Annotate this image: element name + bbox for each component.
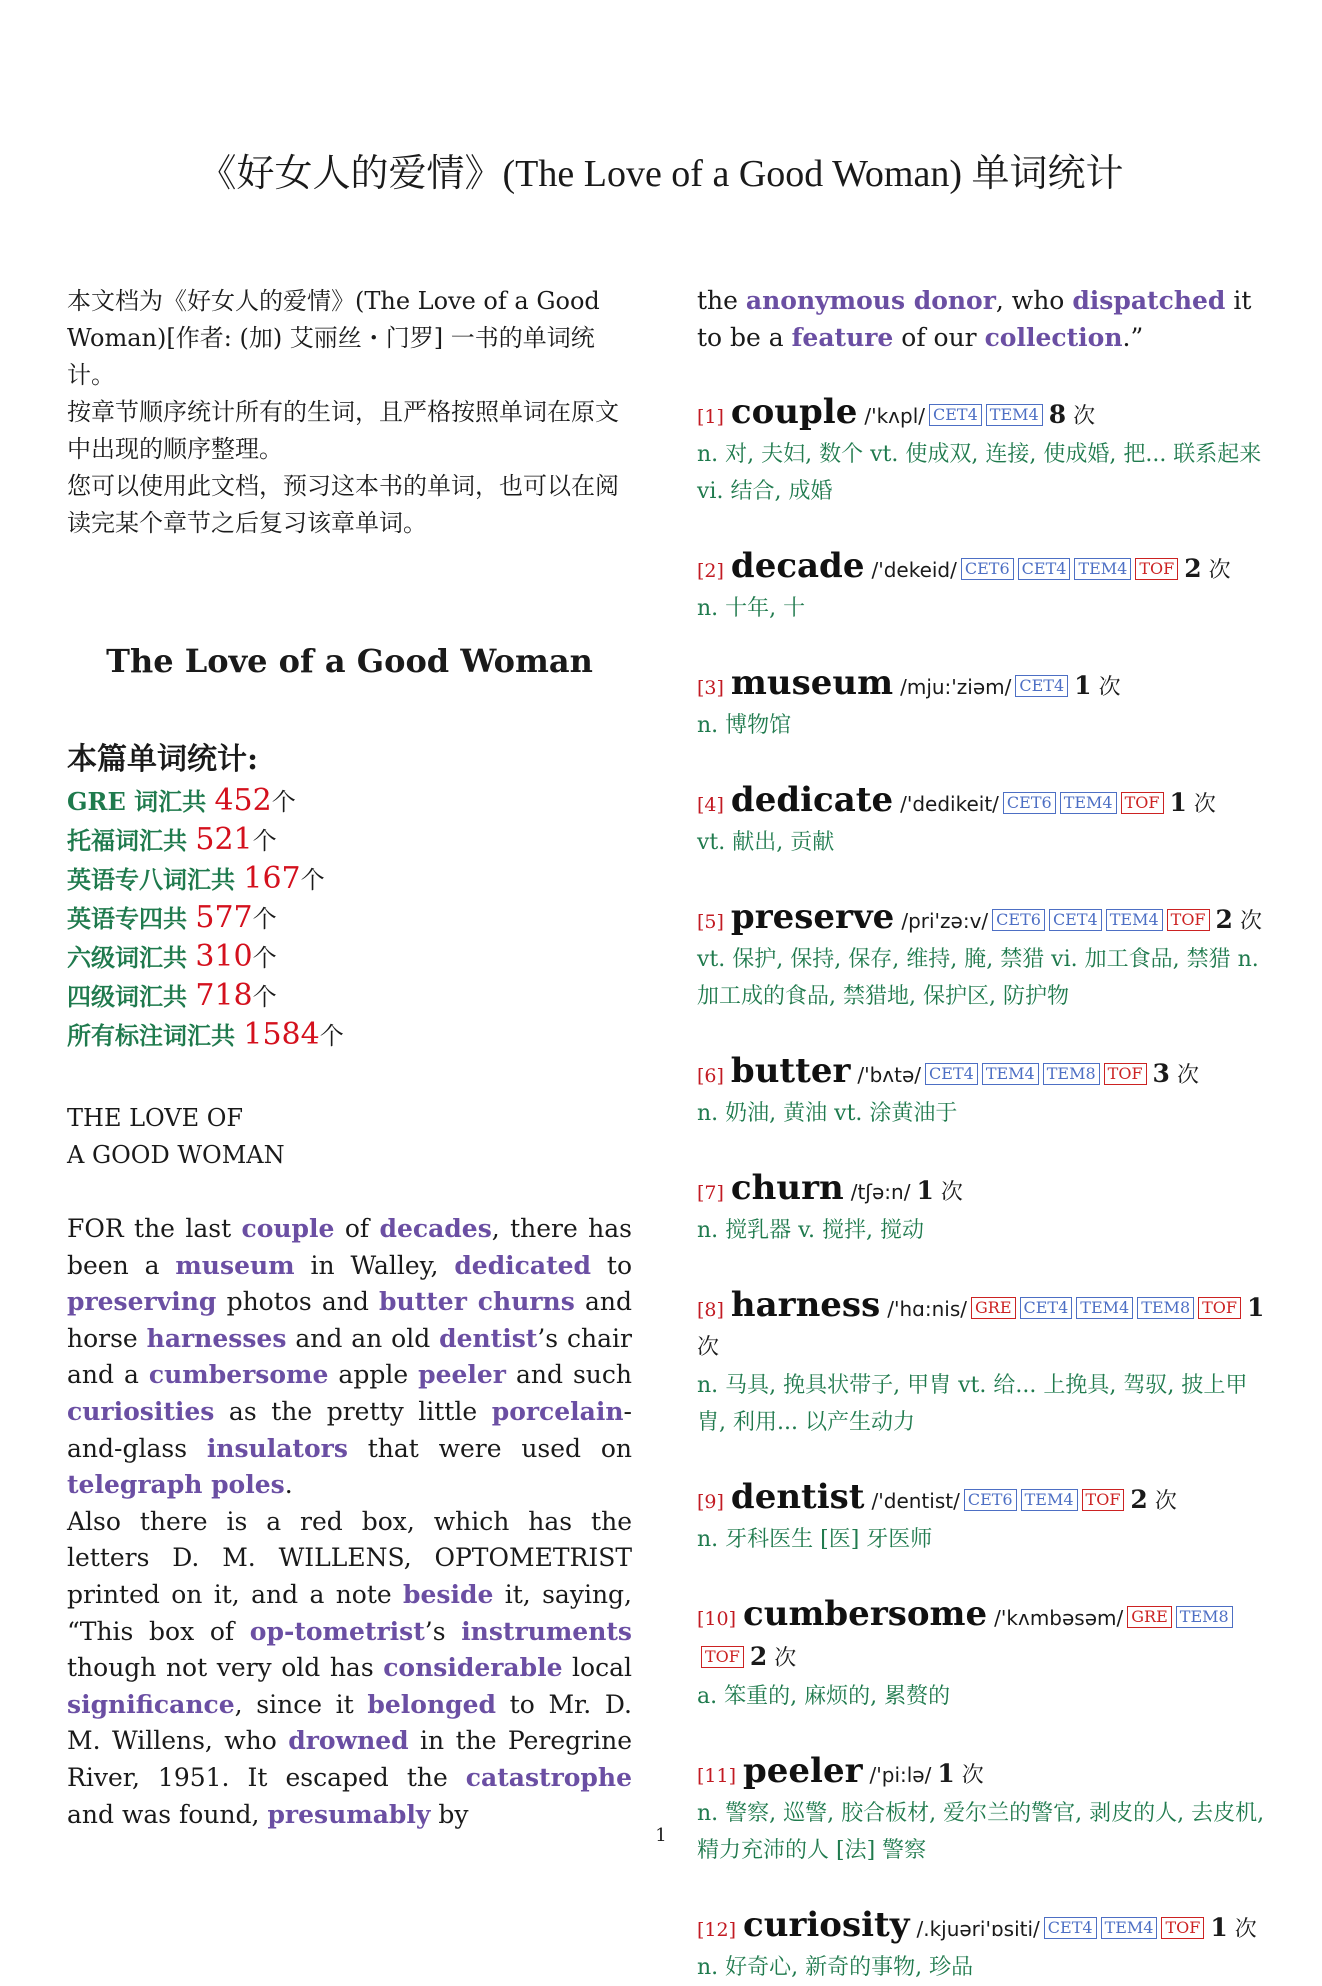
vocab-entry xyxy=(697,1595,1267,1715)
tag-badge: TOF xyxy=(701,1646,744,1668)
vocab-highlight[interactable]: feature xyxy=(791,322,894,352)
stat-count: 521 xyxy=(195,822,253,857)
tag-badge: TOF xyxy=(1161,1917,1204,1939)
frequency-count: 3 xyxy=(1152,1059,1170,1089)
vocab-highlight[interactable]: dedicated xyxy=(454,1250,592,1280)
entry-phonetic: /pri'zə:v/ xyxy=(901,909,989,934)
stat-line xyxy=(67,821,632,860)
stat-count: 452 xyxy=(214,783,272,818)
tag-badge: TEM4 xyxy=(1106,909,1163,931)
stat-label: 所有标注词汇共 xyxy=(67,1021,244,1050)
vocab-highlight[interactable]: dispatched xyxy=(1072,286,1226,315)
entry-phonetic: /'hɑ:nis/ xyxy=(887,1297,967,1322)
entry-phonetic: /'dekeid/ xyxy=(871,558,957,583)
entry-index: [4] xyxy=(697,794,724,817)
tag-badge: TOF xyxy=(1104,1063,1147,1085)
story-text-run: , who xyxy=(995,286,1073,315)
entry-word: preserve xyxy=(730,897,895,938)
story-text-run: it to be a xyxy=(697,286,1252,352)
story-text-run: ’s xyxy=(424,1616,462,1646)
tag-badge: CET4 xyxy=(929,404,982,426)
entry-definition: n. 牙科医生 [医] 牙医师 xyxy=(697,1527,933,1553)
frequency-count: 2 xyxy=(1215,905,1233,935)
tag-badge: CET6 xyxy=(961,558,1014,580)
entry-word: curiosity xyxy=(743,1905,910,1946)
vocab-entry xyxy=(697,898,1267,1015)
tag-badge: CET4 xyxy=(1049,909,1102,931)
entry-phonetic: /'bʌtə/ xyxy=(857,1063,922,1088)
entry-definition: n. 警察, 巡警, 胶合板材, 爱尔兰的警官, 剥皮的人, 去皮机, 精力充沛的人 [法] 警察 xyxy=(697,1801,1265,1864)
story-continuation xyxy=(697,283,1267,356)
tag-badge: TEM8 xyxy=(1176,1606,1233,1628)
story-text-run: , there has been a xyxy=(67,1214,632,1280)
entry-word: peeler xyxy=(743,1751,863,1792)
right-column xyxy=(697,283,1267,1986)
tag-badge: TEM4 xyxy=(1101,1917,1158,1939)
entry-word: cumbersome xyxy=(743,1594,988,1635)
entry-definition: n. 博物馆 xyxy=(697,713,792,739)
vocab-highlight[interactable]: dentist xyxy=(439,1323,538,1353)
stat-label: 英语专八词汇共 xyxy=(67,865,244,894)
intro-paragraph: 本文档为《好女人的爱情》(The Love of a Good Woman)[作者: (加) 艾丽丝・门罗] 一书的单词统计。 xyxy=(67,287,600,389)
entry-definition: n. 马具, 挽具状带子, 甲胄 vt. 给... 上挽具, 驾驭, 披上甲胄, 利用... 以产生动力 xyxy=(697,1373,1248,1436)
frequency-unit: 次 xyxy=(1154,1489,1177,1515)
stat-count: 718 xyxy=(195,978,253,1013)
vocab-highlight[interactable]: decades xyxy=(379,1214,492,1243)
frequency-count: 1 xyxy=(1247,1293,1265,1323)
vocab-list xyxy=(697,393,1267,1986)
entry-frequency xyxy=(937,1759,984,1789)
story-text-run: by xyxy=(430,1799,469,1829)
stat-count: 1584 xyxy=(243,1017,320,1052)
story-text-run: the xyxy=(697,286,746,315)
vocab-highlight[interactable]: peeler xyxy=(418,1360,506,1390)
story-text-run: of xyxy=(334,1214,380,1243)
vocab-highlight[interactable]: harnesses xyxy=(146,1323,287,1353)
stat-unit: 个 xyxy=(319,1022,344,1050)
tag-badge: TOF xyxy=(1082,1489,1125,1511)
entry-index: [2] xyxy=(697,560,724,583)
frequency-count: 1 xyxy=(1169,788,1187,818)
stat-unit: 个 xyxy=(300,866,325,894)
entry-index: [7] xyxy=(697,1182,724,1205)
intro xyxy=(67,283,632,542)
vocab-highlight[interactable]: op-tometrist xyxy=(249,1616,425,1646)
entry-definition: a. 笨重的, 麻烦的, 累赘的 xyxy=(697,1684,951,1710)
entry-frequency xyxy=(1048,400,1096,430)
tag-badge: CET4 xyxy=(1018,558,1071,580)
stat-label: 四级词汇共 xyxy=(67,982,196,1011)
vocab-highlight[interactable]: museum xyxy=(175,1250,295,1280)
entry-index: [9] xyxy=(697,1491,724,1514)
stat-label: 英语专四共 xyxy=(67,904,196,933)
entry-phonetic: /'kʌmbəsəm/ xyxy=(994,1606,1124,1631)
story-text-run: photos and xyxy=(216,1287,380,1317)
stat-line xyxy=(67,782,632,821)
vocab-highlight[interactable]: beside xyxy=(403,1579,494,1609)
entry-frequency xyxy=(1184,554,1231,584)
tag-badge: TOF xyxy=(1167,909,1210,931)
entry-phonetic: /'kʌpl/ xyxy=(864,404,925,429)
vocab-highlight[interactable]: porcelain xyxy=(491,1396,624,1426)
entry-index: [8] xyxy=(697,1299,724,1322)
story-text-run: that were used on xyxy=(347,1433,632,1463)
entry-index: [5] xyxy=(697,911,724,934)
stat-unit: 个 xyxy=(252,905,277,933)
tag-badge: CET6 xyxy=(964,1489,1017,1511)
entry-frequency xyxy=(1130,1485,1177,1515)
vocab-highlight[interactable]: insulators xyxy=(206,1433,348,1463)
entry-word: harness xyxy=(730,1285,881,1326)
story-text-run: and was found, xyxy=(67,1799,268,1829)
story-text-run: Also there is a red box, which has the letters D. M. WILLENS, OPTOMETRIST printed on it, and a note xyxy=(67,1506,632,1609)
vocab-highlight[interactable]: butter churns xyxy=(379,1287,575,1317)
story-text xyxy=(67,1211,632,1833)
vocab-entry xyxy=(697,781,1267,861)
vocab-entry xyxy=(697,1752,1267,1869)
entry-word: decade xyxy=(730,546,865,587)
tag-badge: GRE xyxy=(1127,1606,1172,1628)
entry-phonetic: /.kjuəri'ɒsiti/ xyxy=(916,1917,1040,1942)
story-text-run: of our xyxy=(893,322,985,352)
story-text-run: in the Peregrine River, 1951. It escaped the xyxy=(67,1726,632,1792)
tag-badge: TOF xyxy=(1121,792,1164,814)
tag-badge: CET4 xyxy=(1020,1297,1073,1319)
entry-word: butter xyxy=(730,1051,851,1092)
frequency-unit: 次 xyxy=(1239,909,1262,935)
stat-line xyxy=(67,977,632,1016)
tag-badge: CET4 xyxy=(1044,1917,1097,1939)
tag-badge: CET6 xyxy=(992,909,1045,931)
frequency-unit: 次 xyxy=(1073,404,1096,430)
story-text-run: and such xyxy=(505,1360,632,1390)
stat-label: GRE 词汇共 xyxy=(67,787,215,816)
vocab-highlight[interactable]: considerable xyxy=(383,1653,563,1683)
vocab-highlight[interactable]: telegraph poles xyxy=(67,1470,285,1500)
entry-phonetic: /mju:'ziəm/ xyxy=(900,675,1012,700)
left-column xyxy=(67,283,632,1833)
frequency-unit: 次 xyxy=(1176,1063,1199,1089)
entry-index: [10] xyxy=(697,1608,737,1631)
story-title-line: A GOOD WOMAN xyxy=(67,1141,285,1169)
stat-line xyxy=(67,899,632,938)
story-text-run: to Mr. D. M. Willens, who xyxy=(67,1689,632,1756)
entry-phonetic: /'dedikeit/ xyxy=(900,792,999,817)
story-text-run: and horse xyxy=(67,1287,632,1353)
frequency-unit: 次 xyxy=(1208,558,1231,584)
vocab-entry xyxy=(697,393,1267,510)
entry-definition: vt. 保护, 保持, 保存, 维持, 腌, 禁猎 vi. 加工食品, 禁猎 n. 加工成的食品, 禁猎地, 保护区, 防护物 xyxy=(697,947,1259,1010)
page-number: 1 xyxy=(655,1825,667,1846)
story-text-run: , since it xyxy=(234,1689,368,1719)
vocab-entry xyxy=(697,1906,1267,1986)
vocab-highlight[interactable]: catastrophe xyxy=(465,1762,632,1792)
tag-badge: TEM8 xyxy=(1137,1297,1194,1319)
vocab-highlight[interactable]: anonymous donor xyxy=(745,286,996,315)
story-text-run: apple xyxy=(328,1360,419,1390)
entry-definition: n. 奶油, 黄油 vt. 涂黄油于 xyxy=(697,1101,958,1127)
stat-line xyxy=(67,860,632,899)
stat-line xyxy=(67,938,632,977)
vocab-entry xyxy=(697,1478,1267,1558)
tag-badge: TEM4 xyxy=(986,404,1043,426)
tag-badge: CET6 xyxy=(1003,792,1056,814)
story-text-run: .” xyxy=(1122,322,1144,352)
stat-unit: 个 xyxy=(252,827,277,855)
stat-unit: 个 xyxy=(252,944,277,972)
frequency-unit: 次 xyxy=(1234,1917,1257,1943)
vocab-highlight[interactable]: preserving xyxy=(67,1287,217,1317)
vocab-entry xyxy=(697,664,1267,744)
story-text-run: to xyxy=(591,1250,633,1280)
stat-count: 310 xyxy=(195,939,253,974)
story-text-run: -and-glass xyxy=(67,1396,632,1463)
frequency-count: 2 xyxy=(1184,554,1202,584)
vocab-entry xyxy=(697,547,1267,627)
frequency-unit: 次 xyxy=(940,1180,963,1206)
stat-unit: 个 xyxy=(271,788,296,816)
entry-index: [1] xyxy=(697,406,724,429)
vocab-highlight[interactable]: drowned xyxy=(288,1726,409,1756)
entry-word: museum xyxy=(730,663,894,704)
tag-badge: TEM4 xyxy=(1074,558,1131,580)
frequency-count: 1 xyxy=(1074,671,1092,701)
entry-word: dedicate xyxy=(730,780,894,821)
tag-badge: CET4 xyxy=(925,1063,978,1085)
entry-word: couple xyxy=(730,392,858,433)
entry-index: [3] xyxy=(697,677,724,700)
tag-badge: TOF xyxy=(1198,1297,1241,1319)
frequency-count: 8 xyxy=(1048,400,1067,430)
entry-index: [6] xyxy=(697,1065,724,1088)
vocab-highlight[interactable]: belonged xyxy=(367,1689,496,1719)
tag-badge: TOF xyxy=(1135,558,1178,580)
entry-definition: n. 搅乳器 v. 搅拌, 搅动 xyxy=(697,1218,924,1244)
stats-list xyxy=(67,782,632,1055)
frequency-unit: 次 xyxy=(1098,675,1121,701)
frequency-count: 1 xyxy=(937,1759,955,1789)
tag-badge: TEM4 xyxy=(1021,1489,1078,1511)
intro-paragraph: 按章节顺序统计所有的生词，且严格按照单词在原文中出现的顺序整理。 xyxy=(67,398,619,463)
story-text-run: it, saying, “This box of xyxy=(67,1579,632,1646)
section-heading: The Love of a Good Woman xyxy=(106,642,593,680)
story-text-run: FOR the last xyxy=(67,1214,242,1243)
story-text-run: as the pretty little xyxy=(214,1396,492,1426)
tag-badge: CET4 xyxy=(1015,675,1068,697)
frequency-count: 1 xyxy=(1210,1913,1228,1943)
vocab-highlight[interactable]: curiosities xyxy=(67,1396,215,1426)
frequency-unit: 次 xyxy=(961,1763,984,1789)
tag-badge: GRE xyxy=(971,1297,1016,1319)
frequency-unit: 次 xyxy=(774,1646,797,1672)
entry-frequency xyxy=(1210,1913,1257,1943)
frequency-count: 2 xyxy=(1130,1485,1148,1515)
story-text-run: local xyxy=(562,1653,632,1683)
entry-index: [12] xyxy=(697,1919,737,1942)
vocab-highlight[interactable]: presumably xyxy=(267,1799,431,1829)
entry-index: [11] xyxy=(697,1765,737,1788)
tag-badge: TEM4 xyxy=(982,1063,1039,1085)
story-text-run: ’s chair and a xyxy=(67,1323,632,1390)
vocab-highlight[interactable]: significance xyxy=(67,1689,235,1719)
entry-frequency xyxy=(749,1642,797,1672)
entry-definition: n. 十年, 十 xyxy=(697,596,806,622)
vocab-entry xyxy=(697,1169,1267,1249)
tag-badge: TEM4 xyxy=(1060,792,1117,814)
frequency-count: 2 xyxy=(749,1642,768,1672)
entry-phonetic: /tʃə:n/ xyxy=(850,1180,911,1205)
story-title xyxy=(67,1100,632,1174)
frequency-unit: 次 xyxy=(697,1335,720,1361)
intro-paragraph: 您可以使用此文档，预习这本书的单词，也可以在阅读完某个章节之后复习该章单词。 xyxy=(67,472,619,537)
vocab-entry xyxy=(697,1286,1267,1441)
story-title-line: THE LOVE OF xyxy=(67,1104,244,1132)
story-text-run: in Walley, xyxy=(294,1250,455,1280)
story-text-run: though not very old has xyxy=(67,1653,384,1683)
vocab-entry xyxy=(697,1052,1267,1132)
tag-badge: TEM4 xyxy=(1076,1297,1133,1319)
frequency-count: 1 xyxy=(916,1176,934,1206)
entry-phonetic: /'dentist/ xyxy=(871,1489,960,1514)
entry-word: churn xyxy=(730,1168,844,1209)
stat-line xyxy=(67,1016,632,1055)
tag-badge: TEM8 xyxy=(1043,1063,1100,1085)
story-paragraph xyxy=(67,1211,632,1504)
stat-label: 托福词汇共 xyxy=(67,826,196,855)
story-paragraph xyxy=(67,1504,632,1833)
vocab-highlight[interactable]: cumbersome xyxy=(148,1360,329,1390)
entry-definition: n. 好奇心, 新奇的事物, 珍品 xyxy=(697,1955,974,1981)
entry-definition: vt. 献出, 贡献 xyxy=(697,830,835,856)
entry-frequency xyxy=(1152,1059,1199,1089)
entry-frequency xyxy=(1169,788,1216,818)
stats-title: 本篇单词统计: xyxy=(67,742,259,777)
entry-frequency xyxy=(916,1176,963,1206)
frequency-unit: 次 xyxy=(1193,792,1216,818)
story-text-run: and an old xyxy=(286,1323,440,1353)
entry-frequency xyxy=(1074,671,1121,701)
vocab-highlight[interactable]: instruments xyxy=(461,1616,632,1646)
entry-frequency xyxy=(1215,905,1262,935)
stat-unit: 个 xyxy=(252,983,277,1011)
story-text-run: . xyxy=(284,1470,293,1500)
entry-definition: n. 对, 夫妇, 数个 vt. 使成双, 连接, 使成婚, 把... 联系起来 vi. 结合, 成婚 xyxy=(697,442,1262,505)
page-title: 《好女人的爱情》(The Love of a Good Woman) 单词统计 xyxy=(198,153,1124,195)
vocab-highlight[interactable]: collection xyxy=(984,322,1123,352)
entry-word: dentist xyxy=(730,1477,865,1518)
vocab-highlight[interactable]: couple xyxy=(241,1214,335,1243)
entry-phonetic: /'pi:lə/ xyxy=(869,1763,932,1788)
stat-count: 167 xyxy=(243,861,301,896)
stat-label: 六级词汇共 xyxy=(67,943,196,972)
stat-count: 577 xyxy=(195,900,253,935)
